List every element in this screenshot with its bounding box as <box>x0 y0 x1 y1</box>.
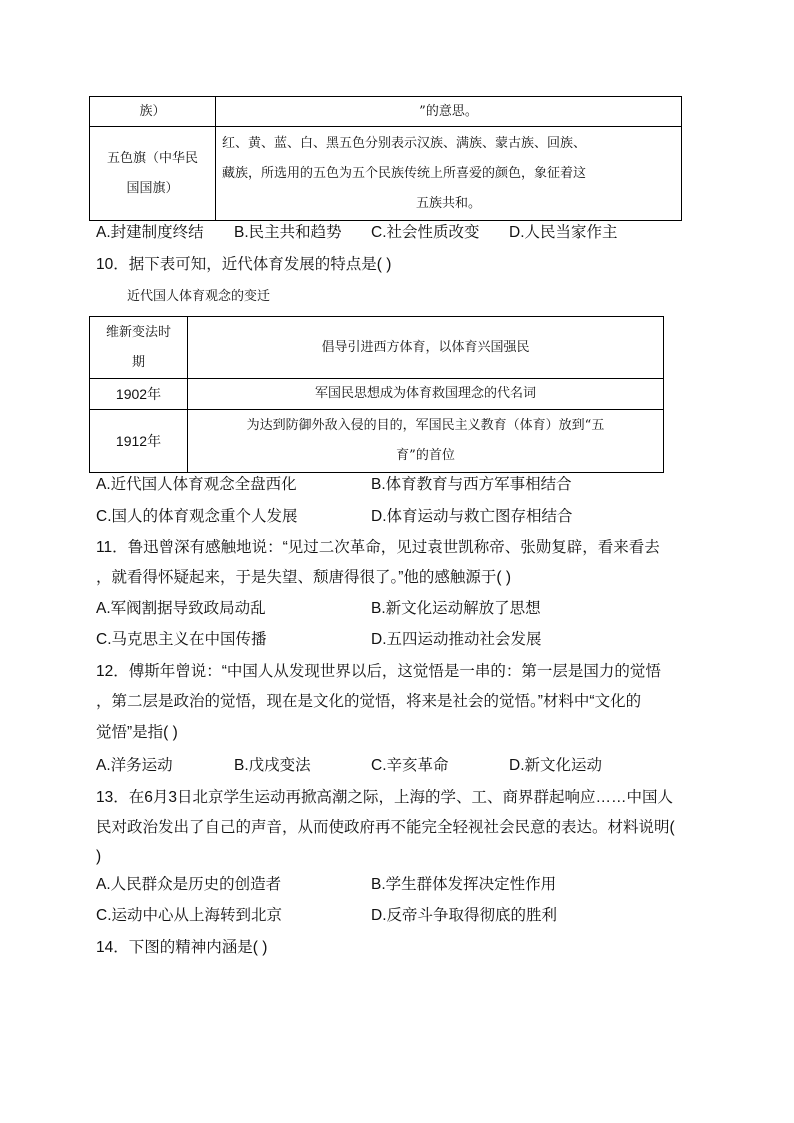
table-cell <box>90 317 188 379</box>
q13-option-d: D.反帝斗争取得彻底的胜利 <box>371 907 558 924</box>
q13-stem-line: 13．在6月3日北京学生运动再掀高潮之际，上海的学、工、商界群起响应……中国人 <box>96 789 673 806</box>
table-cell <box>90 410 188 473</box>
table-cell <box>90 97 216 127</box>
concept-text: 倡导引进西方体育，以体育兴国强民 <box>321 339 530 355</box>
table-cell <box>90 379 188 410</box>
q13-option-c: C.运动中心从上海转到北京 <box>96 907 283 924</box>
q9-option-d: D.人民当家作主 <box>509 224 618 241</box>
flag-meaning-text: ”的意思。 <box>419 103 478 119</box>
q10-option-b: B.体育教育与西方军事相结合 <box>371 476 572 493</box>
q12-option-d: D.新文化运动 <box>509 757 603 774</box>
q11-option-a: A.军阀割据导致政局动乱 <box>96 600 266 617</box>
q10-option-c: C.国人的体育观念重个人发展 <box>96 508 298 525</box>
q12-option-c: C.辛亥革命 <box>371 757 449 774</box>
table-cell <box>216 97 682 127</box>
flag-desc-line: 五族共和。 <box>415 195 481 211</box>
table-row <box>90 97 682 127</box>
q10-table-caption: 近代国人体育观念的变迁 <box>127 289 271 304</box>
period-line: 维新变法时 <box>105 324 171 340</box>
table-row <box>90 317 664 379</box>
flag-name-text: 族） <box>139 103 166 119</box>
flag-name-line: 五色旗（中华民 <box>106 150 198 166</box>
q10-option-a: A.近代国人体育观念全盘西化 <box>96 476 297 493</box>
q12-stem-line: 12．傅斯年曾说：“中国人从发现世界以后，这觉悟是一串的：第一层是国力的觉悟 <box>96 663 661 680</box>
q12-option-a: A.洋务运动 <box>96 757 173 774</box>
q11-option-b: B.新文化运动解放了思想 <box>371 600 541 617</box>
table-row <box>90 410 664 473</box>
flag-desc-line: 藏族，所选用的五色为五个民族传统上所喜爱的颜色，象征着这 <box>222 165 587 181</box>
table-row <box>90 127 682 221</box>
q11-stem-line: 11．鲁迅曾深有感触地说：“见过二次革命，见过袁世凯称帝、张勋复辟，看来看去 <box>96 539 660 556</box>
flag-name-line: 国国旗） <box>126 180 179 196</box>
q10-stem: 10．据下表可知，近代体育发展的特点是( ) <box>96 256 392 273</box>
q13-stem-line: ) <box>96 848 102 865</box>
table-cell <box>90 127 216 221</box>
q11-option-d: D.五四运动推动社会发展 <box>371 631 542 648</box>
q12-stem-line: 觉悟”是指( ) <box>96 724 178 741</box>
period-year: 1902年 <box>115 386 162 402</box>
q9-option-a: A.封建制度终结 <box>96 224 204 241</box>
q9-option-c: C.社会性质改变 <box>371 224 480 241</box>
flag-description <box>216 129 681 219</box>
q11-option-c: C.马克思主义在中国传播 <box>96 631 267 648</box>
concept-text: 军国民思想成为体育救国理念的代名词 <box>314 386 536 401</box>
sports-concept-table <box>89 316 664 473</box>
period-year: 1912年 <box>115 433 162 449</box>
q12-option-b: B.戊戌变法 <box>234 757 311 774</box>
period-line: 期 <box>131 354 145 370</box>
q11-stem-line: ，就看得怀疑起来，于是失望、颓唐得很了。”他的感触源于( ) <box>96 569 512 586</box>
q13-option-b: B.学生群体发挥决定性作用 <box>371 876 557 893</box>
q12-stem-line: ，第二层是政治的觉悟，现在是文化的觉悟，将来是社会的觉悟。”材料中“文化的 <box>96 693 642 710</box>
table-cell <box>188 317 664 379</box>
table-cell <box>188 410 664 473</box>
concept-line: 为达到防御外敌入侵的目的，军国民主义教育（体育）放到“五 <box>246 418 605 433</box>
table-cell <box>188 379 664 410</box>
q13-option-a: A.人民群众是历史的创造者 <box>96 876 282 893</box>
table-cell <box>216 127 682 221</box>
flag-desc-line: 红、黄、蓝、白、黑五色分别表示汉族、满族、蒙古族、回族、 <box>222 135 587 151</box>
table-row <box>90 379 664 410</box>
q9-option-b: B.民主共和趋势 <box>234 224 342 241</box>
q10-option-d: D.体育运动与救亡图存相结合 <box>371 508 573 525</box>
flag-meaning-table <box>89 96 682 221</box>
q14-stem: 14．下图的精神内涵是( ) <box>96 939 268 956</box>
concept-line: 育”的首位 <box>396 448 455 463</box>
q13-stem-line: 民对政治发出了自己的声音，从而使政府再不能完全轻视社会民意的表达。材料说明( <box>96 819 675 836</box>
